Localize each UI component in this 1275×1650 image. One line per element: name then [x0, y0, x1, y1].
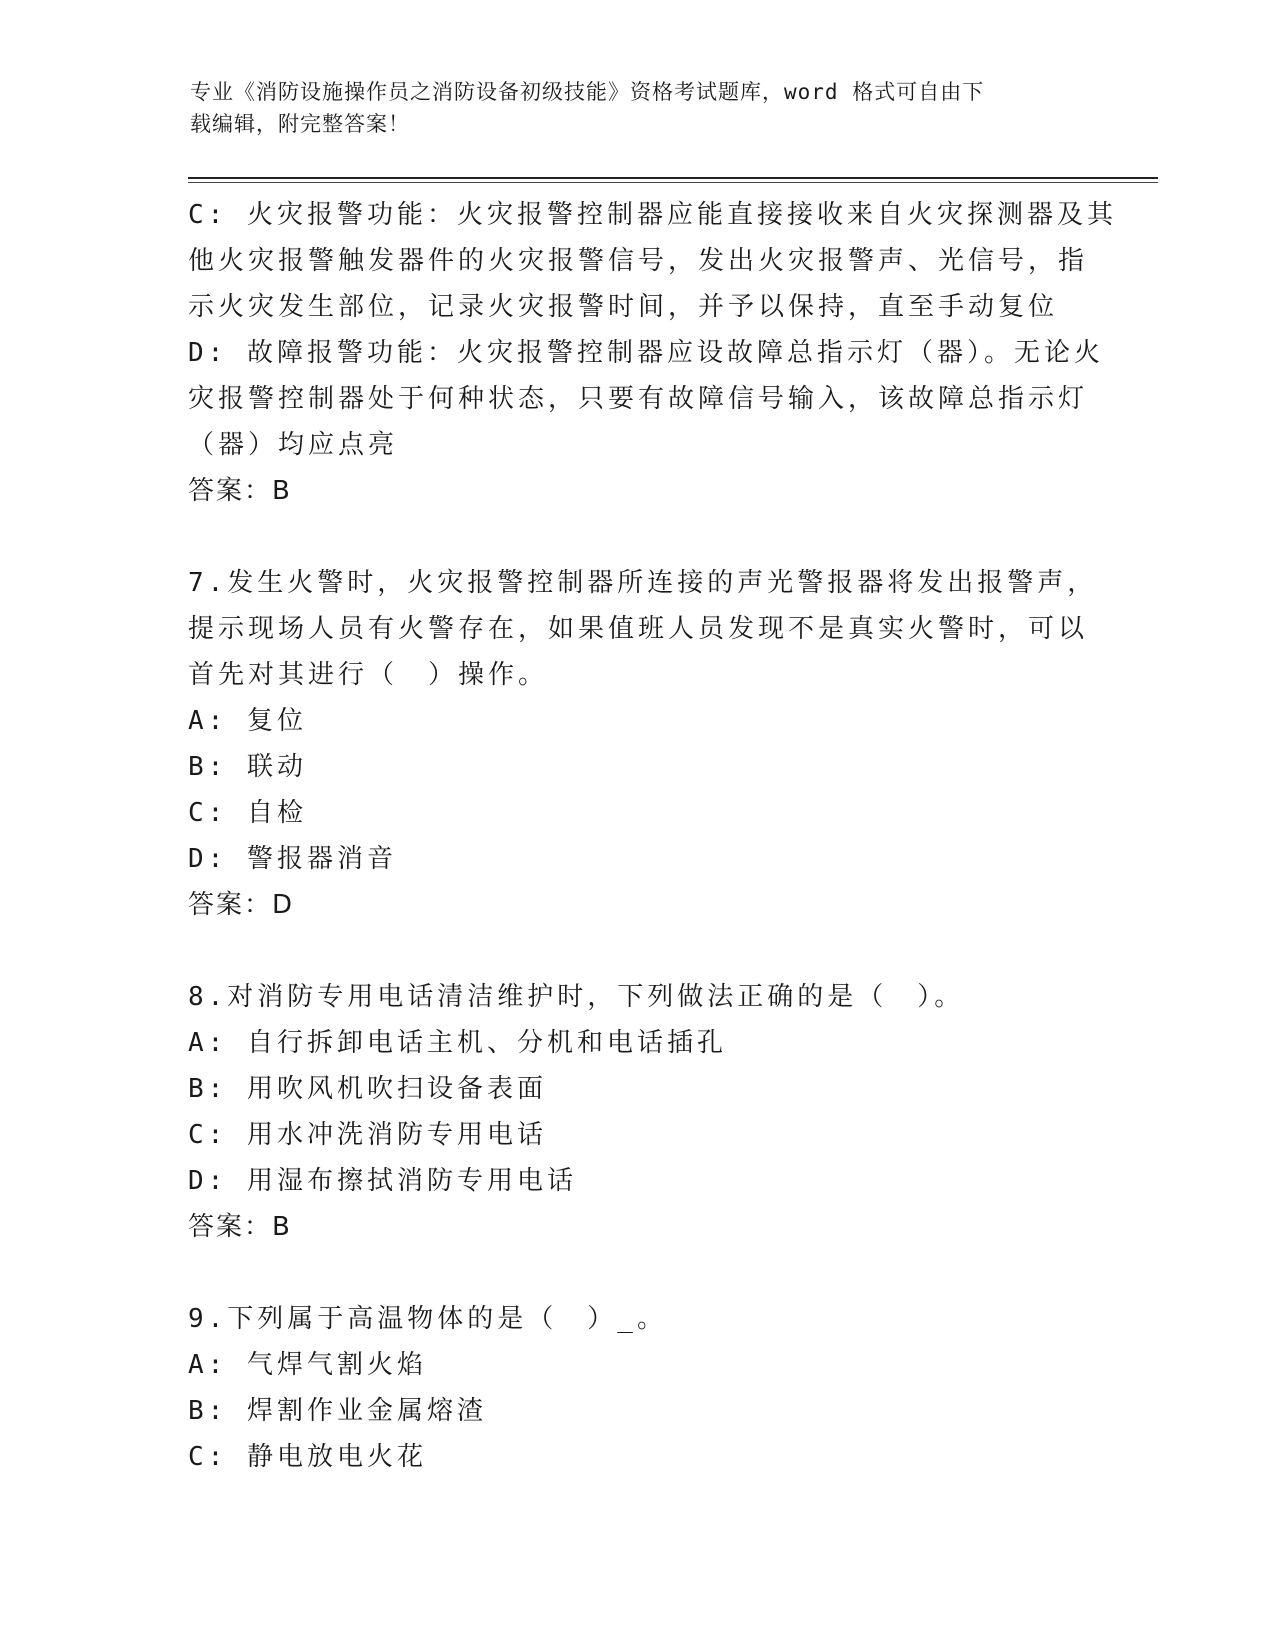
option-c: C: 静电放电火花	[188, 1442, 427, 1472]
option-d: D: 警报器消音	[188, 844, 397, 874]
answer-label: 答案：D	[188, 890, 295, 920]
question-7-text: 7.发生火警时，火灾报警控制器所连接的声光警报器将发出报警声，	[188, 568, 1098, 598]
option-c-text: C: 火灾报警功能：火灾报警控制器应能直接接收来自火灾探测器及其	[188, 200, 1117, 230]
option-d-text: D: 故障报警功能：火灾报警控制器应设故障总指示灯（器）。无论火	[188, 338, 1104, 368]
option-c-text-cont: 示火灾发生部位，记录火灾报警时间，并予以保持，直至手动复位	[188, 292, 1059, 322]
answer-label: 答案：B	[188, 1212, 292, 1242]
option-c: C: 自检	[188, 798, 307, 828]
question-9-text: 9.下列属于高温物体的是（ ）_。	[188, 1304, 667, 1334]
option-c: C: 用水冲洗消防专用电话	[188, 1120, 547, 1150]
answer-label: 答案：B	[188, 476, 292, 506]
option-c-text-cont: 他火灾报警触发器件的火灾报警信号，发出火灾报警声、光信号，指	[188, 246, 1089, 276]
question-content	[188, 192, 1117, 1480]
question-7-text-cont: 首先对其进行（ ）操作。	[188, 660, 549, 690]
option-d-text-cont: （器）均应点亮	[188, 430, 399, 460]
option-b: B: 联动	[188, 752, 307, 782]
document-header	[190, 76, 1090, 140]
option-a: A: 自行拆卸电话主机、分机和电话插孔	[188, 1028, 727, 1058]
header-divider-thin	[188, 182, 1158, 183]
header-line-1: 专业《消防设施操作员之消防设备初级技能》资格考试题库，word 格式可自由下	[190, 80, 985, 104]
header-line-2: 载编辑，附完整答案！	[190, 112, 410, 136]
question-8-text: 8.对消防专用电话清洁维护时，下列做法正确的是（ ）。	[188, 982, 965, 1012]
option-d-text-cont: 灾报警控制器处于何种状态，只要有故障信号输入，该故障总指示灯	[188, 384, 1089, 414]
option-b: B: 用吹风机吹扫设备表面	[188, 1074, 547, 1104]
option-a: A: 气焊气割火焰	[188, 1350, 427, 1380]
option-d: D: 用湿布擦拭消防专用电话	[188, 1166, 577, 1196]
header-divider-thick	[188, 177, 1158, 179]
option-a: A: 复位	[188, 706, 307, 736]
option-b: B: 焊割作业金属熔渣	[188, 1396, 487, 1426]
question-7-text-cont: 提示现场人员有火警存在，如果值班人员发现不是真实火警时，可以	[188, 614, 1089, 644]
